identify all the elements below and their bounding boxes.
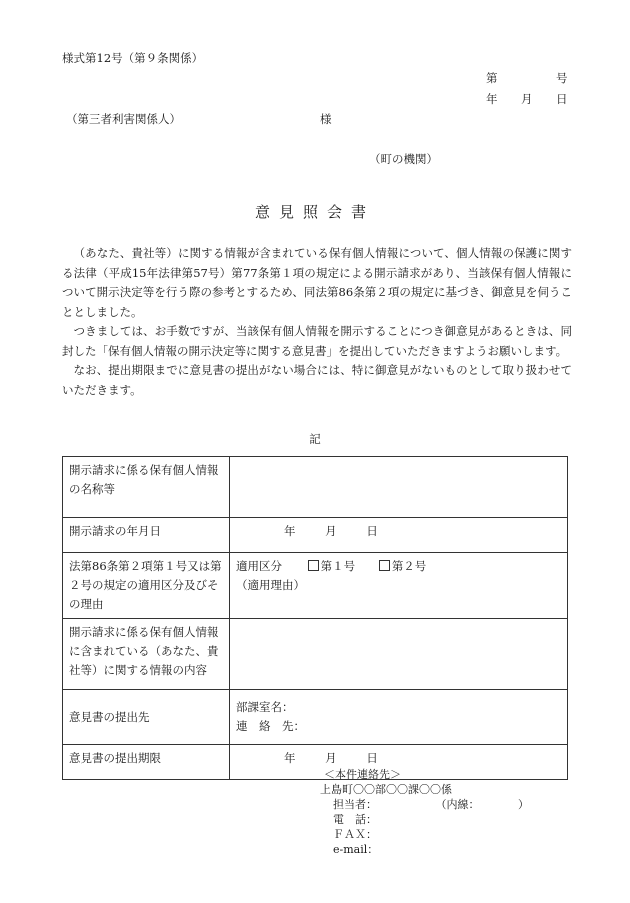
request-date-month: 月 — [325, 524, 337, 538]
category-label: 適用区分 — [236, 559, 282, 573]
table-value-info-content — [230, 619, 568, 690]
contact-phone: 電 話： — [333, 813, 377, 826]
table-label-category: 法第86条第２項第１号又は第２号の規定の適用区分及びその理由 — [63, 553, 230, 619]
contact-person-line — [320, 797, 529, 812]
sender: （町の機関） — [369, 152, 438, 166]
deadline-year: 年 — [284, 751, 296, 765]
issue-date-day: 日 — [556, 92, 568, 106]
checkbox-icon[interactable] — [379, 560, 390, 571]
table-label-request-date: 開示請求の年月日 — [63, 518, 230, 553]
contact-person: 担当者： — [333, 798, 377, 811]
table-row — [63, 518, 568, 553]
table-label-info-content: 開示請求に係る保有個人情報に含まれている（あなた、貴社等）に関する情報の内容 — [63, 619, 230, 690]
ki-heading: 記 — [309, 432, 321, 446]
issue-date-year: 年 — [486, 92, 498, 106]
option-2-label: 第２号 — [391, 559, 427, 573]
deadline-month: 月 — [325, 751, 337, 765]
table-label-submit-to: 意見書の提出先 — [63, 690, 230, 745]
document-title: 意見照会書 — [254, 203, 375, 221]
document-number-suffix: 号 — [556, 71, 568, 85]
category-reason: （適用理由） — [236, 578, 305, 592]
submit-contact: 連 絡 先： — [236, 719, 305, 733]
table-label-info-name: 開示請求に係る保有個人情報の名称等 — [63, 457, 230, 518]
table-value-category — [230, 553, 568, 619]
details-table — [62, 456, 568, 780]
checkbox-icon[interactable] — [308, 560, 319, 571]
table-label-deadline: 意見書の提出期限 — [63, 745, 230, 780]
table-row — [63, 690, 568, 745]
issue-date-month: 月 — [521, 92, 533, 106]
option-1-label: 第１号 — [320, 559, 356, 573]
body-paragraph-2: つきましては、お手数ですが、当該保有個人情報を開示することにつき御意見があるときは、同封した「保有個人情報の開示決定等に関する意見書」を提出していただきますようお願いします。 — [62, 324, 572, 358]
addressee-honorific: 様 — [320, 112, 332, 126]
table-row — [63, 457, 568, 518]
table-row — [63, 619, 568, 690]
contact-block — [320, 767, 529, 857]
option-2[interactable] — [379, 559, 427, 573]
addressee: （第三者利害関係人） — [66, 112, 181, 126]
contact-heading: ＜本件連絡先＞ — [324, 768, 401, 781]
submit-department: 部課室名： — [236, 700, 294, 714]
body-paragraph-1: （あなた、貴社等）に関する情報が含まれている保有個人情報について、個人情報の保護に関する法律（平成15年法律第57号）第77条第１項の規定による開示請求があり、当該保有個人情報について開示決定等を行う際の参考とするため、同法第86条第２項の規定に基づき、御意見を伺うこととしました。 — [62, 246, 572, 319]
form-number: 様式第12号（第９条関係） — [62, 51, 204, 65]
table-row — [63, 553, 568, 619]
contact-extension: （内線： ） — [441, 798, 529, 811]
contact-fax: ＦＡＸ： — [333, 828, 377, 841]
table-value-submit-to — [230, 690, 568, 745]
table-value-request-date — [230, 518, 568, 553]
request-date-day: 日 — [366, 524, 378, 538]
contact-office: 上島町〇〇部〇〇課〇〇係 — [320, 783, 452, 796]
body-text — [62, 244, 572, 400]
deadline-day: 日 — [366, 751, 378, 765]
document-number-prefix: 第 — [486, 71, 498, 85]
body-paragraph-3: なお、提出期限までに意見書の提出がない場合には、特に御意見がないものとして取り扱わせていただきます。 — [62, 363, 572, 397]
table-value-info-name — [230, 457, 568, 518]
request-date-year: 年 — [284, 524, 296, 538]
option-1[interactable] — [308, 559, 356, 573]
contact-email: e-mail： — [333, 843, 379, 856]
